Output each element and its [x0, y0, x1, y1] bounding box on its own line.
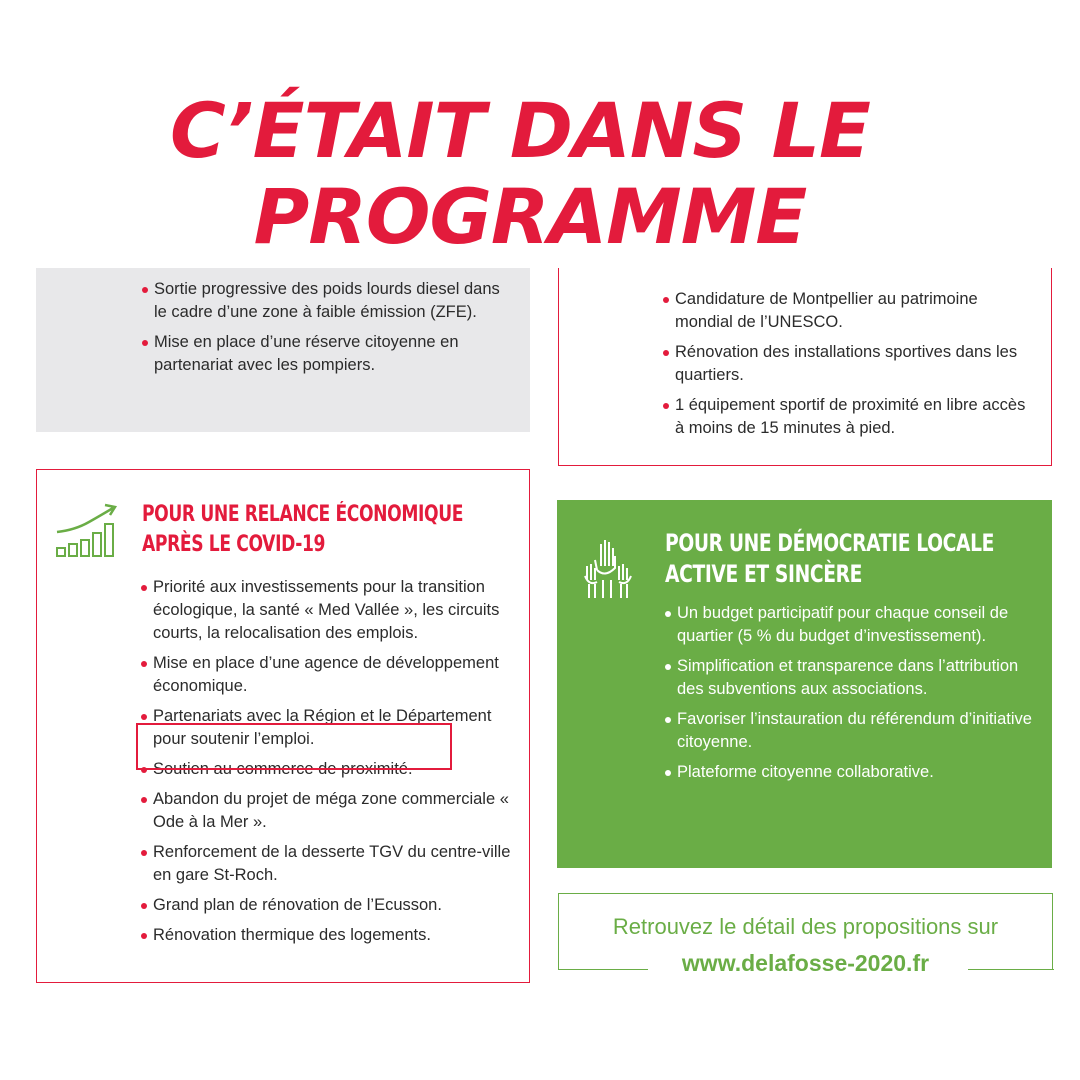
culture-panel-list [663, 288, 1033, 447]
list-item: Abandon du projet de méga zone commerciale « Ode à la Mer ». [141, 788, 513, 834]
democracy-title [665, 528, 994, 590]
callout-border-right [968, 969, 1054, 970]
list-item: Mise en place d’une réserve citoyenne en partenariat avec les pompiers. [142, 331, 514, 377]
list-item: Grand plan de rénovation de l’Ecusson. [141, 894, 513, 917]
democracy-panel [557, 500, 1052, 868]
website-callout [558, 893, 1053, 976]
grey-panel-list [142, 278, 514, 384]
list-item: Favoriser l’instauration du référendum d’initiative citoyenne. [665, 708, 1035, 754]
democracy-list [665, 602, 1035, 791]
culture-panel [558, 268, 1052, 466]
growth-chart-icon [55, 502, 125, 558]
website-callout-text: Retrouvez le détail des propositions sur [612, 914, 999, 939]
website-url[interactable]: www.delafosse-2020.fr [676, 950, 935, 976]
callout-border-left [558, 969, 648, 970]
raised-hands-icon [583, 536, 633, 598]
list-item: Soutien au commerce de proximité. [141, 758, 513, 781]
list-item-highlighted: Partenariats avec la Région et le Département pour soutenir l’emploi. [141, 705, 513, 751]
highlight-box [136, 723, 452, 770]
list-item: Mise en place d’une agence de développement économique. [141, 652, 513, 698]
headline [0, 88, 1080, 260]
list-item: Un budget participatif pour chaque conseil de quartier (5 % du budget d’investissement). [665, 602, 1035, 648]
list-item: Plateforme citoyenne collaborative. [665, 761, 1035, 784]
list-item: Sortie progressive des poids lourds diesel dans le cadre d’une zone à faible émission (ZFE). [142, 278, 514, 324]
list-item: Rénovation thermique des logements. [141, 924, 513, 947]
economy-panel [36, 469, 530, 983]
democracy-title-line2: ACTIVE ET SINCÈRE [665, 560, 863, 588]
grey-panel [36, 268, 530, 432]
list-item: 1 équipement sportif de proximité en libre accès à moins de 15 minutes à pied. [663, 394, 1033, 440]
headline-line2: PROGRAMME [253, 172, 807, 261]
list-item: Simplification et transparence dans l’attribution des subventions aux associations. [665, 655, 1035, 701]
list-item: Candidature de Montpellier au patrimoine mondial de l’UNESCO. [663, 288, 1033, 334]
democracy-title-line1: POUR UNE DÉMOCRATIE LOCALE [665, 529, 995, 557]
economy-title [142, 500, 463, 560]
economy-title-line1: POUR UNE RELANCE ÉCONOMIQUE [142, 502, 464, 527]
list-item: Rénovation des installations sportives dans les quartiers. [663, 341, 1033, 387]
list-item: Renforcement de la desserte TGV du centre-ville en gare St-Roch. [141, 841, 513, 887]
list-item: Priorité aux investissements pour la transition écologique, la santé « Med Vallée », les circuits courts, la relocalisation des emplois. [141, 576, 513, 645]
headline-line1: C’ÉTAIT DANS LE [170, 86, 870, 175]
economy-title-line2: APRÈS LE COVID-19 [142, 532, 326, 557]
